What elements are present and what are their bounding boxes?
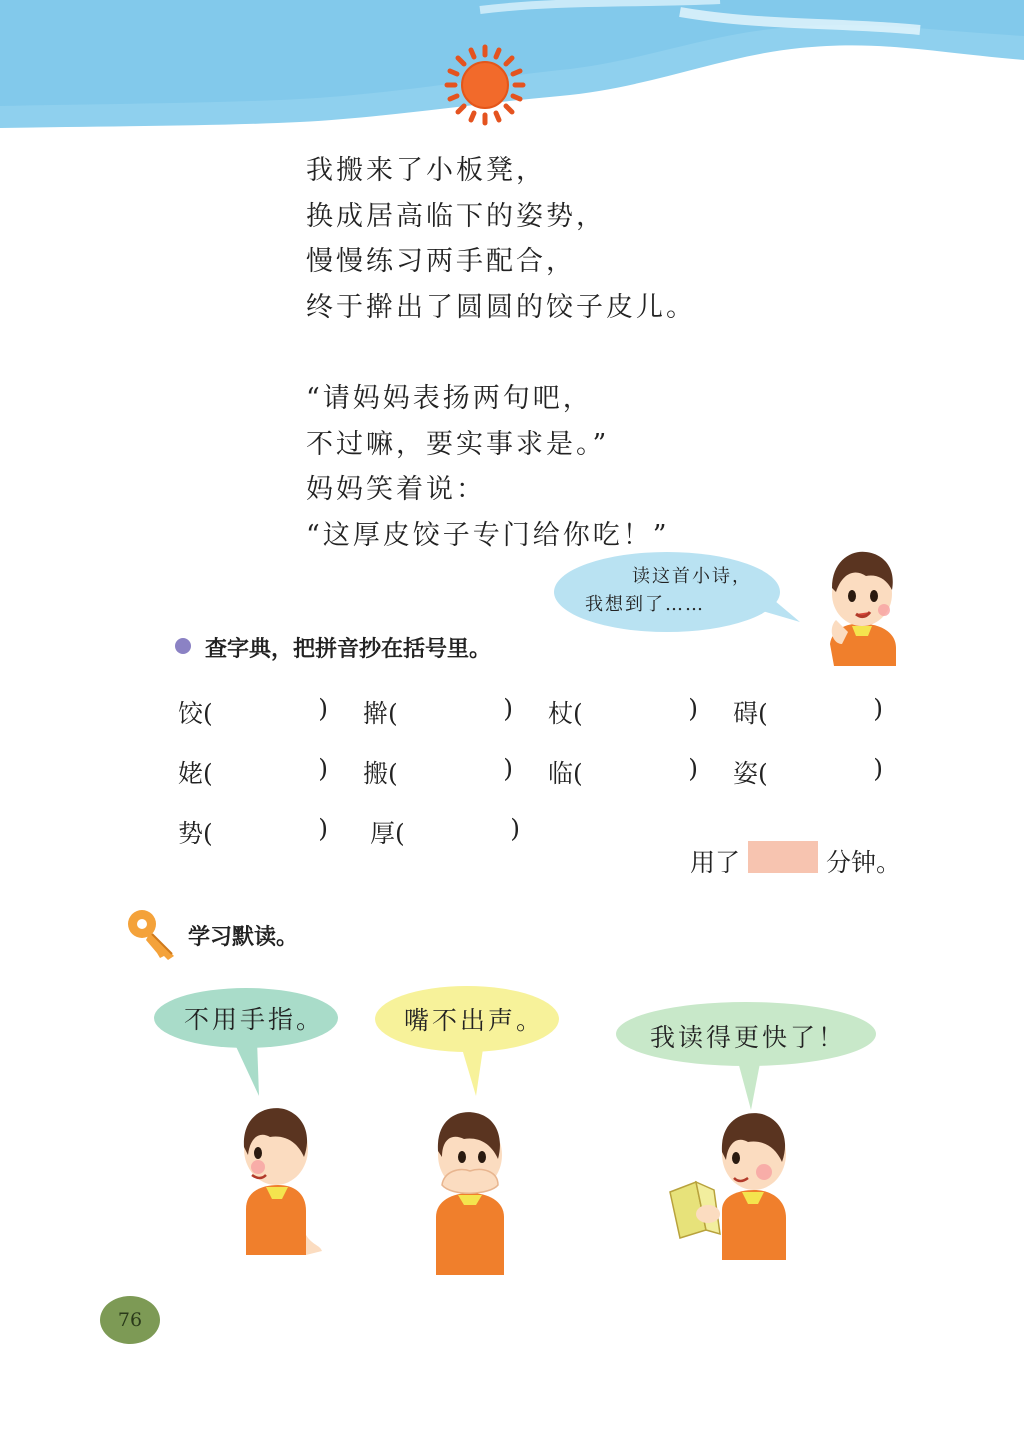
pinyin-exercise xyxy=(178,682,918,862)
boy-thinking-illustration xyxy=(822,548,902,666)
exercise-item: 姥( ) xyxy=(178,754,328,788)
poem-line: 换成居高临下的姿势， xyxy=(306,200,606,232)
exercise-character: 临 xyxy=(548,759,574,788)
speech-text-3: 我读得更快了！ xyxy=(650,1023,847,1052)
exercise-character: 势 xyxy=(178,819,204,848)
answer-blank[interactable]: ) xyxy=(503,694,513,723)
time-suffix: 分钟。 xyxy=(826,848,902,877)
answer-blank[interactable]: ) xyxy=(318,754,328,783)
exercise-character: 厚 xyxy=(370,819,396,848)
poem-line: 终于擀出了圆圆的饺子皮儿。 xyxy=(306,291,696,323)
answer-blank[interactable]: ) xyxy=(503,754,513,783)
speech-text-1: 不用手指。 xyxy=(184,1005,325,1034)
exercise-item: 碍( ) xyxy=(733,694,883,728)
exercise-character: 搬 xyxy=(363,759,389,788)
exercise-item: 搬( ) xyxy=(363,754,513,788)
exercise-character: 杖 xyxy=(548,699,574,728)
poem xyxy=(306,148,696,558)
thought-bubble-line2: 我想到了…… xyxy=(585,594,705,615)
boy-no-finger-illustration xyxy=(232,1105,327,1263)
poem-line: “请妈妈表扬两句吧， xyxy=(306,383,593,414)
time-input-box[interactable] xyxy=(748,841,818,873)
time-prefix: 用了 xyxy=(690,848,741,877)
exercise-item: 杖( ) xyxy=(548,694,698,728)
exercise-item: 临( ) xyxy=(548,754,698,788)
answer-blank[interactable]: ) xyxy=(688,754,698,783)
thought-bubble-line1: 读这首小诗， xyxy=(632,566,752,587)
poem-line: “这厚皮饺子专门给你吃！” xyxy=(306,519,670,551)
boy-reading-illustration xyxy=(668,1110,818,1260)
exercise-character: 姿 xyxy=(733,759,759,788)
speech-text-2: 嘴不出声。 xyxy=(404,1006,545,1035)
exercise-row xyxy=(178,682,918,742)
exercise-character: 姥 xyxy=(178,759,204,788)
exercise-row xyxy=(178,742,918,802)
answer-blank[interactable]: ) xyxy=(318,694,328,723)
exercise-item: 姿( ) xyxy=(733,754,883,788)
answer-blank[interactable]: ) xyxy=(873,754,883,783)
poem-line: 妈妈笑着说： xyxy=(306,474,486,505)
sky-header xyxy=(0,0,1024,135)
answer-blank[interactable]: ) xyxy=(873,694,883,723)
exercise-item: 饺( ) xyxy=(178,694,328,728)
exercise-character: 饺 xyxy=(178,699,204,728)
task2-heading: 学习默读。 xyxy=(188,925,299,950)
task1-heading: 查字典，把拼音抄在括号里。 xyxy=(205,637,492,662)
poem-line: 不过嘛，要实事求是。” xyxy=(306,428,610,460)
exercise-character: 擀 xyxy=(363,699,389,728)
boy-covering-mouth-illustration xyxy=(420,1105,520,1277)
exercise-character: 碍 xyxy=(733,699,759,728)
exercise-item: 厚( ) xyxy=(370,814,520,848)
answer-blank[interactable]: ) xyxy=(688,694,698,723)
bullet-dot-icon xyxy=(174,637,192,655)
key-icon xyxy=(124,906,180,962)
poem-line: 我搬来了小板凳， xyxy=(306,155,546,186)
exercise-item: 擀( ) xyxy=(363,694,513,728)
poem-line: 慢慢练习两手配合， xyxy=(306,246,576,277)
answer-blank[interactable]: ) xyxy=(510,814,520,843)
answer-blank[interactable]: ) xyxy=(318,814,328,843)
exercise-item: 势( ) xyxy=(178,814,328,848)
page-number: 76 xyxy=(100,1296,160,1344)
